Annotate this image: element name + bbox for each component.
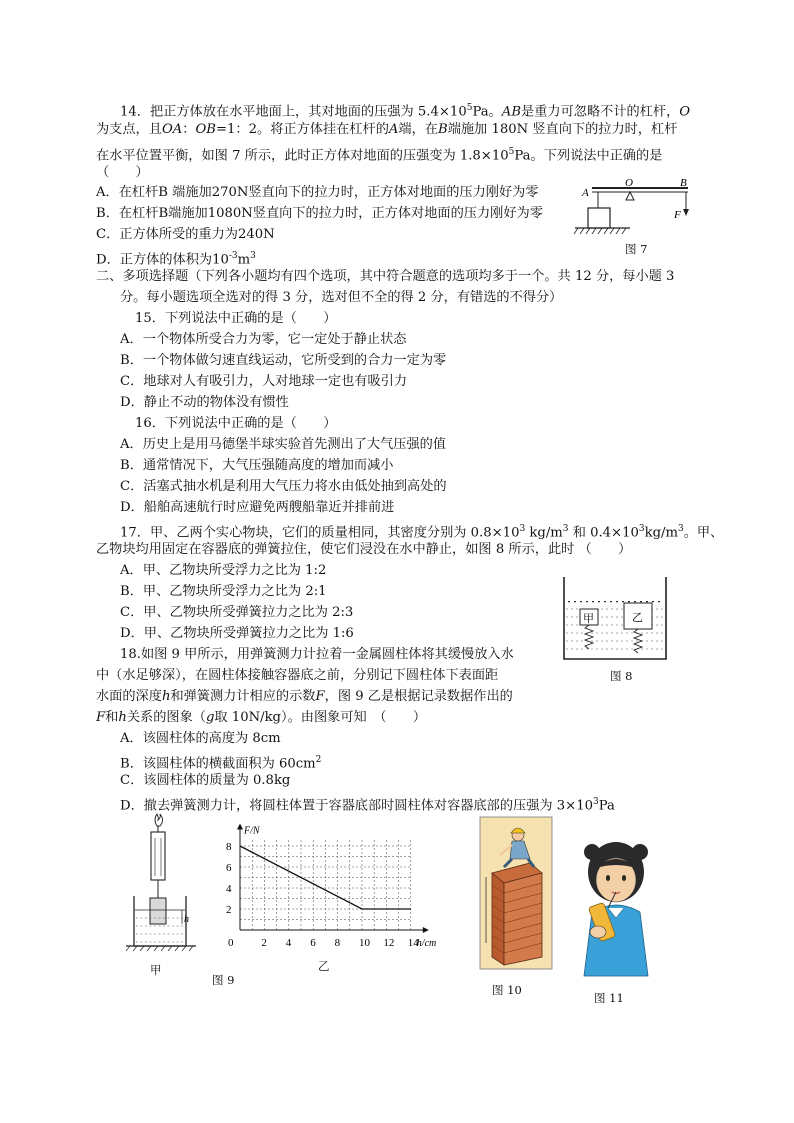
figure-11-girl-drinking-illustration bbox=[578, 832, 654, 980]
q16-option-c[interactable]: C．活塞式抽水机是利用大气压力将水由低处抽到高处的 bbox=[120, 479, 447, 494]
y-tick-label: 6 bbox=[226, 862, 232, 874]
fig7-label-b: B bbox=[680, 177, 687, 189]
q17-option-d[interactable]: D．甲、乙物块所受弹簧拉力之比为 1:6 bbox=[120, 626, 354, 641]
q18-line1: 18.如图 9 甲所示，用弹簧测力计拉着一金属圆柱体将其缓慢放入水 bbox=[120, 647, 514, 662]
figure-7-lever-diagram bbox=[570, 176, 700, 246]
fig8-label-yi: 乙 bbox=[632, 612, 643, 624]
q14-line4: （ ） bbox=[96, 165, 149, 180]
section2-heading-line2: 分。每小题选项全选对的得 3 分，选对但不全的得 2 分，有错选的不得分） bbox=[120, 290, 563, 305]
figure-9a-spring-scale-diagram bbox=[124, 812, 200, 962]
q15-option-b[interactable]: B．一个物体做匀速直线运动，它所受到的合力一定为零 bbox=[120, 353, 447, 368]
q17-line1: 17．甲、乙两个实心物块，它们的质量相同，其密度分别为 $0.8\times 10^3$ $kg/m^3$ 和 $0.4\times 10^3kg/m^3$。甲、 bbox=[120, 524, 724, 541]
q16-stem: 16．下列说法中正确的是（ ） bbox=[135, 416, 337, 431]
y-tick-label: 4 bbox=[226, 883, 232, 895]
figure-7-caption: 图 7 bbox=[625, 242, 648, 256]
q17-option-a[interactable]: A．甲、乙物块所受浮力之比为 1:2 bbox=[120, 563, 327, 578]
figure-9a-label-jia: 甲 bbox=[150, 963, 162, 977]
figure-9-caption: 图 9 bbox=[212, 973, 235, 987]
q15-option-d[interactable]: D．静止不动的物体没有惯性 bbox=[120, 395, 289, 410]
q14-option-b[interactable]: B．在杠杆B端施加1080N竖直向下的拉力时，正方体对地面的压力刚好为零 bbox=[96, 206, 543, 221]
q16-option-a[interactable]: A．历史上是用马德堡半球实验首先测出了大气压强的值 bbox=[120, 437, 447, 452]
q14-line2: 为支点，且OA：OB=1：2。将正方体挂在杠杆的A端，在B端施加 180N 竖直向下的拉力时，杠杆 bbox=[96, 122, 678, 137]
x-tick-label: 14 bbox=[407, 937, 419, 949]
q14-option-d[interactable]: D．正方体的体积为$10^{-3}m^3$ bbox=[96, 251, 256, 268]
q17-line2: 乙物块均用固定在容器底的弹簧拉住，使它们浸没在水中静止，如图 8 所示，此时 （ ） bbox=[96, 542, 632, 557]
q16-option-d[interactable]: D．船舶高速航行时应避免两艘船靠近并排前进 bbox=[120, 500, 395, 515]
q17-option-c[interactable]: C．甲、乙物块所受弹簧拉力之比为 2:3 bbox=[120, 605, 354, 620]
q14-option-c[interactable]: C．正方体所受的重力为240N bbox=[96, 227, 275, 242]
q18-option-a[interactable]: A．该圆柱体的高度为 8cm bbox=[120, 731, 281, 746]
y-tick-label: 8 bbox=[226, 841, 232, 853]
q16-option-b[interactable]: B．通常情况下，大气压强随高度的增加而减小 bbox=[120, 458, 394, 473]
q14-line1: 14．把正方体放在水平地面上，其对地面的压强为 $5.4\times 10^5Pa$。AB是重力可忽略不计的杠杆，O bbox=[120, 103, 691, 120]
figure-9b-label-yi: 乙 bbox=[318, 959, 330, 973]
fig7-label-a: A bbox=[582, 187, 589, 199]
x-tick-label: 10 bbox=[359, 937, 370, 949]
x-tick-label: 12 bbox=[383, 937, 395, 949]
q15-option-a[interactable]: A．一个物体所受合力为零，它一定处于静止状态 bbox=[120, 332, 407, 347]
x-axis-label: h/cm bbox=[416, 938, 437, 949]
q14-option-a[interactable]: A．在杠杆B 端施加270N竖直向下的拉力时，正方体对地面的压力刚好为零 bbox=[96, 185, 539, 200]
q18-line2: 中（水足够深），在圆柱体接触容器底之前，分别记下圆柱体下表面距 bbox=[96, 668, 499, 683]
figure-11-caption: 图 11 bbox=[594, 991, 624, 1005]
q18-line4: F和h关系的图象（g取 10N/kg）。由图象可知 （ ） bbox=[96, 710, 427, 725]
x-tick-label: 2 bbox=[261, 937, 267, 949]
fig9a-label-h: h bbox=[184, 914, 189, 925]
q17-option-b[interactable]: B．甲、乙物块所受浮力之比为 2:1 bbox=[120, 584, 327, 599]
q18-option-d[interactable]: D．撤去弹簧测力计，将圆柱体置于容器底部时圆柱体对容器底部的压强为 $3\times 10^3Pa$ bbox=[120, 797, 615, 814]
fig7-label-f: F bbox=[674, 209, 681, 221]
y-axis-arrow bbox=[237, 824, 243, 830]
fig8-label-jia: 甲 bbox=[583, 613, 594, 625]
q18-line3: 水面的深度h和弹簧测力计相应的示数F，图 9 乙是根据记录数据作出的 bbox=[96, 689, 513, 704]
q15-option-c[interactable]: C．地球对人有吸引力，人对地球一定也有吸引力 bbox=[120, 374, 408, 389]
q14-line3: 在水平位置平衡，如图 7 所示，此时正方体对地面的压强变为 $1.8\times 10^5Pa$。下列说法中正确的是 bbox=[96, 147, 663, 164]
x-tick-label: 4 bbox=[285, 937, 292, 949]
section2-heading-line1: 二、多项选择题（下列各小题均有四个选项，其中符合题意的选项均多于一个。共 12 分，每小题 3 bbox=[96, 269, 675, 284]
q18-option-b[interactable]: B．该圆柱体的横截面积为 $60cm^2$ bbox=[120, 755, 322, 772]
y-axis-label: F/N bbox=[244, 825, 260, 837]
x-axis-arrow bbox=[423, 927, 429, 933]
figure-8-caption: 图 8 bbox=[610, 669, 633, 683]
x-tick-label: 6 bbox=[310, 937, 316, 949]
fig7-label-o: O bbox=[625, 177, 633, 189]
figure-8-container-diagram bbox=[560, 573, 670, 663]
figure-9b-f-h-graph bbox=[222, 812, 462, 962]
q15-stem: 15．下列说法中正确的是（ ） bbox=[135, 311, 337, 326]
origin-label: 0 bbox=[228, 937, 234, 949]
y-tick-label: 2 bbox=[226, 904, 232, 916]
q18-option-c[interactable]: C．该圆柱体的质量为 0.8kg bbox=[120, 773, 291, 788]
figure-10-caption: 图 10 bbox=[492, 983, 522, 997]
x-tick-label: 8 bbox=[334, 937, 341, 949]
figure-10-brick-column-illustration bbox=[478, 815, 554, 971]
